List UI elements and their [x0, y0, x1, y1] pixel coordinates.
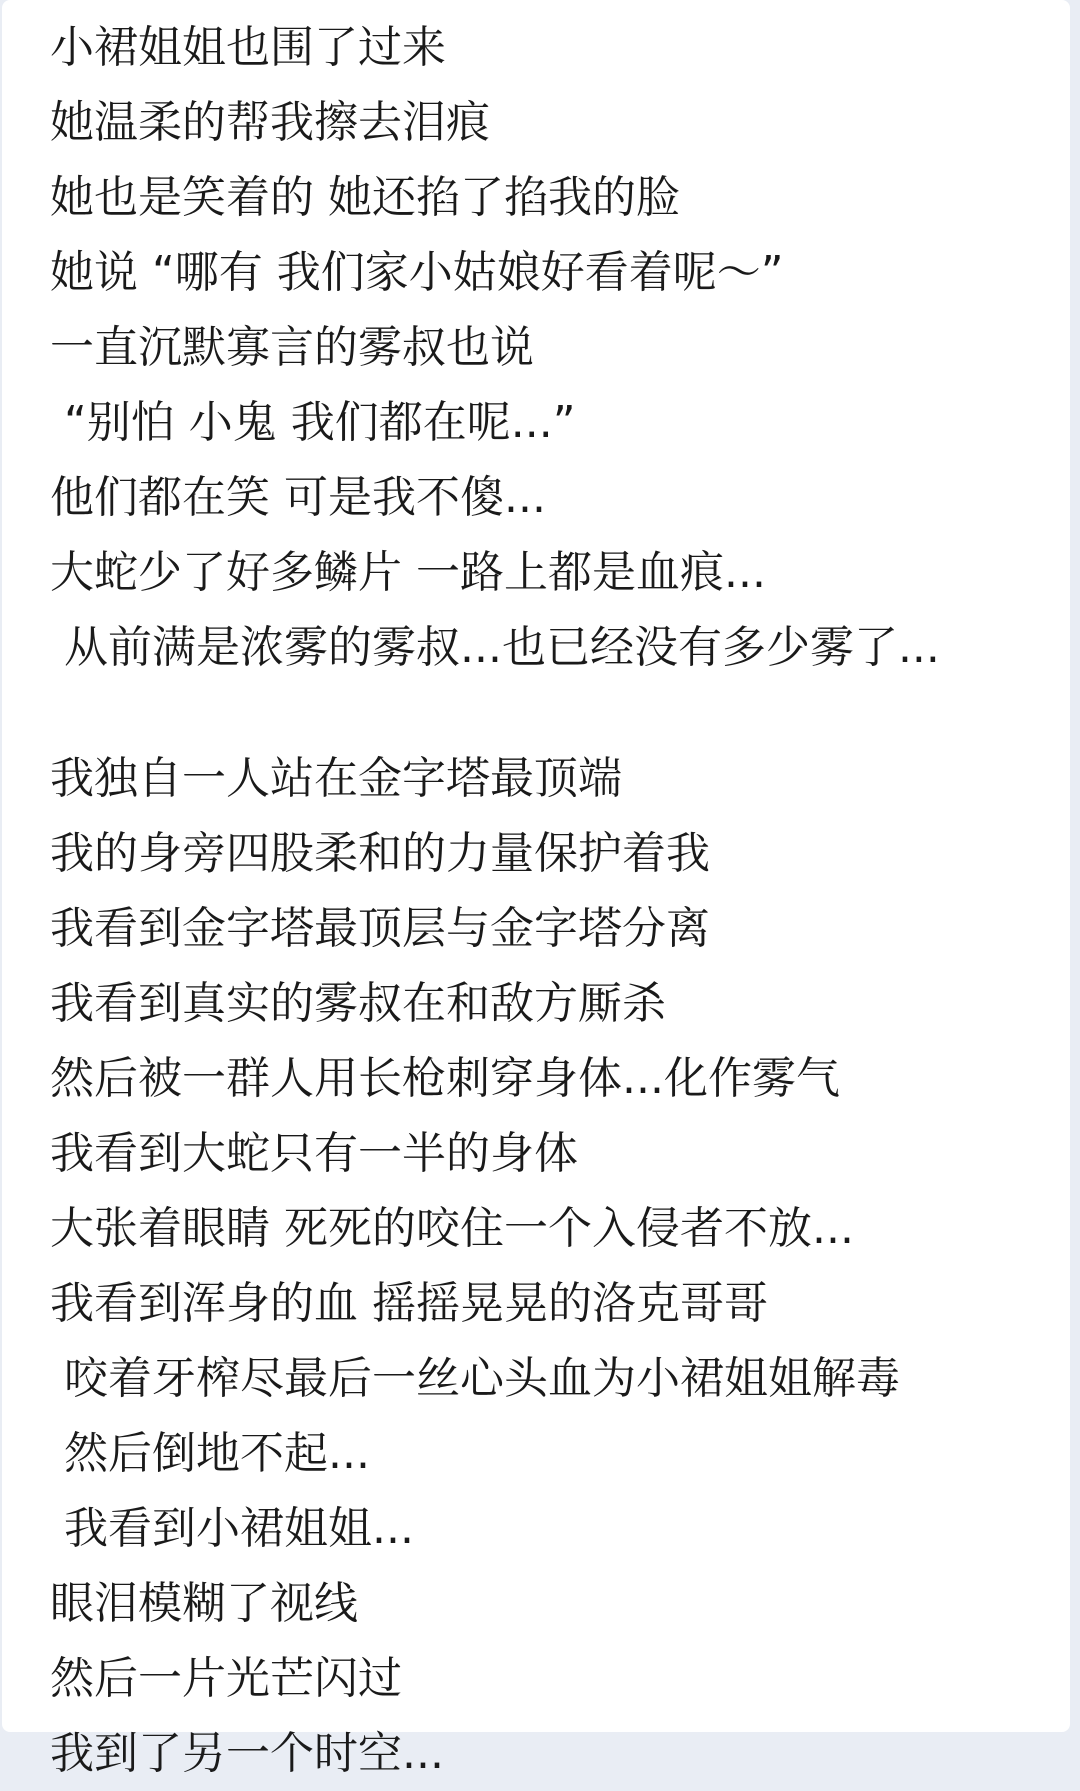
text-line: 她温柔的帮我擦去泪痕: [50, 97, 490, 148]
text-line: 一直沉默寡言的雾叔也说: [50, 322, 534, 373]
text-line: 眼泪模糊了视线: [50, 1578, 358, 1629]
text-line: 大张着眼睛 死死的咬住一个入侵者不放...: [50, 1203, 854, 1254]
post-card: [2, 0, 1070, 1779]
text-line: 然后倒地不起...: [50, 1428, 370, 1479]
text-line: 从前满是浓雾的雾叔...也已经没有多少雾了...: [50, 622, 940, 673]
text-line: 咬着牙榨尽最后一丝心头血为小裙姐姐解毒: [50, 1353, 900, 1404]
post-text: [50, 10, 1060, 1791]
text-line: 然后被一群人用长枪刺穿身体...化作雾气: [50, 1053, 840, 1104]
text-line: 她说 “哪有 我们家小姑娘好看着呢～”: [50, 247, 784, 298]
text-line: 我看到真实的雾叔在和敌方厮杀: [50, 978, 666, 1029]
text-line: 我到了另一个时空...: [50, 1728, 444, 1779]
text-line: 她也是笑着的 她还掐了掐我的脸: [50, 172, 680, 223]
paragraph: [50, 10, 1060, 685]
paragraph-break: [50, 685, 1060, 741]
text-line: 然后一片光芒闪过: [50, 1653, 402, 1704]
text-line: 我看到大蛇只有一半的身体: [50, 1128, 578, 1179]
text-line: 小裙姐姐也围了过来: [50, 22, 446, 73]
text-line: 我看到金字塔最顶层与金字塔分离: [50, 903, 710, 954]
text-line: 我看到浑身的血 摇摇晃晃的洛克哥哥: [50, 1278, 768, 1329]
text-line: 我的身旁四股柔和的力量保护着我: [50, 828, 710, 879]
paragraph: [50, 741, 1060, 1791]
text-line: 我看到小裙姐姐...: [50, 1503, 414, 1554]
text-line: 他们都在笑 可是我不傻...: [50, 472, 546, 523]
text-line: “别怕 小鬼 我们都在呢...”: [50, 397, 576, 448]
text-line: 大蛇少了好多鳞片 一路上都是血痕...: [50, 547, 766, 598]
text-line: 我独自一人站在金字塔最顶端: [50, 753, 622, 804]
